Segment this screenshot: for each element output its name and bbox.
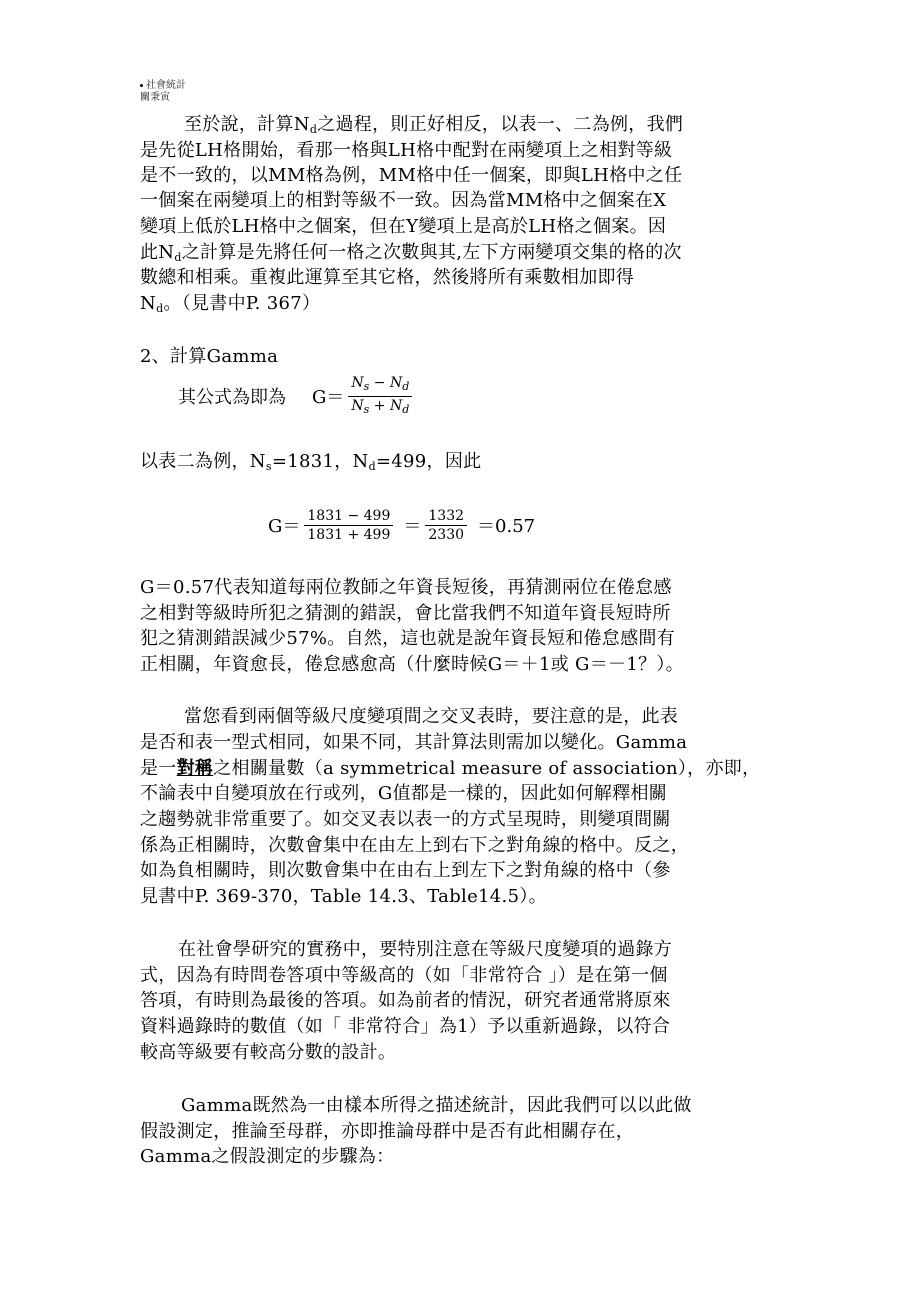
para2-line4: 正相關，年資愈長，倦怠感愈高（什麼時候G＝＋1或 G＝－1？）。 — [140, 654, 684, 675]
calc-fraction-2-den: 2330 — [428, 526, 465, 543]
para1-line7: 數總和相乘。重複此運算至其它格，然後將所有乘數相加即得 — [140, 267, 635, 288]
calc-fraction-2-num: 1332 — [425, 507, 467, 526]
formula-denominator: $N_s + N_d$ — [351, 397, 410, 416]
example-line: 以表二為例，$N_s=1831$，$N_d=499$，因此 — [140, 451, 482, 473]
para2-line2: 之相對等級時所犯之猜測的錯誤，會比當我們不知道年資長短時所 — [140, 603, 671, 624]
calc-fraction-2 — [425, 507, 467, 544]
para4-line3: 答項，有時則為最後的答項。如為前者的情況，研究者通常將原來 — [140, 990, 671, 1011]
para4-line5: 較高等級要有較高分數的設計。 — [140, 1042, 397, 1063]
para3-line8: 見書中P. 369-370，Table 14.3、Table14.5）。 — [140, 886, 547, 907]
formula-numerator: $N_s - N_d$ — [348, 374, 412, 397]
gamma-formula — [178, 372, 416, 420]
para3-line3: 是一對稱之相關量數（a symmetrical measure of association），亦即， — [140, 758, 761, 779]
para1-line5: 變項上低於LH格中之個案，但在Y變項上是高於LH格之個案。因 — [140, 216, 667, 237]
para3-line1: 當您看到兩個等級尺度變項間之交叉表時，要注意的是，此表 — [184, 706, 679, 727]
para2-line1: G＝0.57代表知道每兩位教師之年資長短後，再猜測兩位在倦怠感 — [140, 577, 672, 598]
formula-label: 其公式為即為 — [178, 387, 286, 408]
calc-eq1: ＝ — [403, 516, 422, 537]
para4-line4: 資料過錄時的數值（如「 非常符合」為1）予以重新過錄，以符合 — [140, 1016, 671, 1037]
para5-line3: Gamma之假設測定的步驟為： — [140, 1146, 395, 1167]
para1-line3: 是不一致的，以MM格為例，MM格中任一個案，即與LH格中之任 — [140, 165, 683, 186]
calc-fraction-1 — [304, 507, 393, 544]
para1-line2: 是先從LH格開始，看那一格與LH格中配對在兩變項上之相對等級 — [140, 140, 673, 161]
para1-line8: $N_d$。（見書中P. 367） — [140, 293, 321, 315]
para4-line2: 式，因為有時問卷答項中等級高的（如「非常符合 」）是在第一個 — [140, 965, 668, 986]
para3-line4: 不論表中自變項放在行或列，G值都是一樣的，因此如何解釋相關 — [140, 783, 668, 804]
header-course — [140, 80, 186, 92]
para3-line5: 之趨勢就非常重要了。如交叉表以表一的方式呈現時，則變項間關 — [140, 809, 671, 830]
para5-line2: 假設測定，推論至母群，亦即推論母群中是否有此相關存在， — [140, 1121, 635, 1142]
para1-line6: 此$N_d$之計算是先將任何一格之次數與其,左下方兩變項交集的格的次 — [140, 242, 682, 264]
para2-line3: 犯之猜測錯誤減少57%。自然，這也就是說年資長短和倦怠感間有 — [140, 628, 676, 649]
header-author: 關秉寅 — [140, 92, 170, 103]
symmetric-term: 對稱 — [176, 758, 214, 779]
calc-result: ＝0.57 — [477, 516, 536, 537]
para4-line1: 在社會學研究的實務中，要特別注意在等級尺度變項的過錄方 — [178, 939, 673, 960]
para3-line6: 係為正相關時，次數會集中在由左上到右下之對角線的格中。反之， — [140, 835, 689, 856]
header-course-text: 社會統計 — [146, 80, 186, 91]
calc-g: G＝ — [268, 516, 301, 537]
para1-line4: 一個案在兩變項上的相對等級不一致。因為當MM格中之個案在X — [140, 190, 667, 211]
para5-line1: Gamma既然為一由樣本所得之描述統計，因此我們可以以此做 — [181, 1095, 692, 1116]
calc-fraction-1-den: 1831 + 499 — [307, 526, 391, 543]
page-header — [140, 80, 186, 104]
para3-line2: 是否和表一型式相同，如果不同，其計算法則需加以變化。Gamma — [140, 732, 688, 753]
para3-line7: 如為負相關時，則次數會集中在由右上到左下之對角線的格中（參 — [140, 860, 671, 881]
gamma-calculation — [268, 502, 535, 548]
para1-line1: 至於說，計算$N_d$之過程，則正好相反，以表一、二為例，我們 — [184, 114, 684, 136]
bullet-icon — [140, 84, 143, 87]
section-title: 2、計算Gamma — [140, 346, 279, 367]
formula-g: G＝ — [312, 387, 345, 408]
calc-fraction-1-num: 1831 − 499 — [304, 507, 393, 526]
formula-fraction — [348, 374, 412, 419]
